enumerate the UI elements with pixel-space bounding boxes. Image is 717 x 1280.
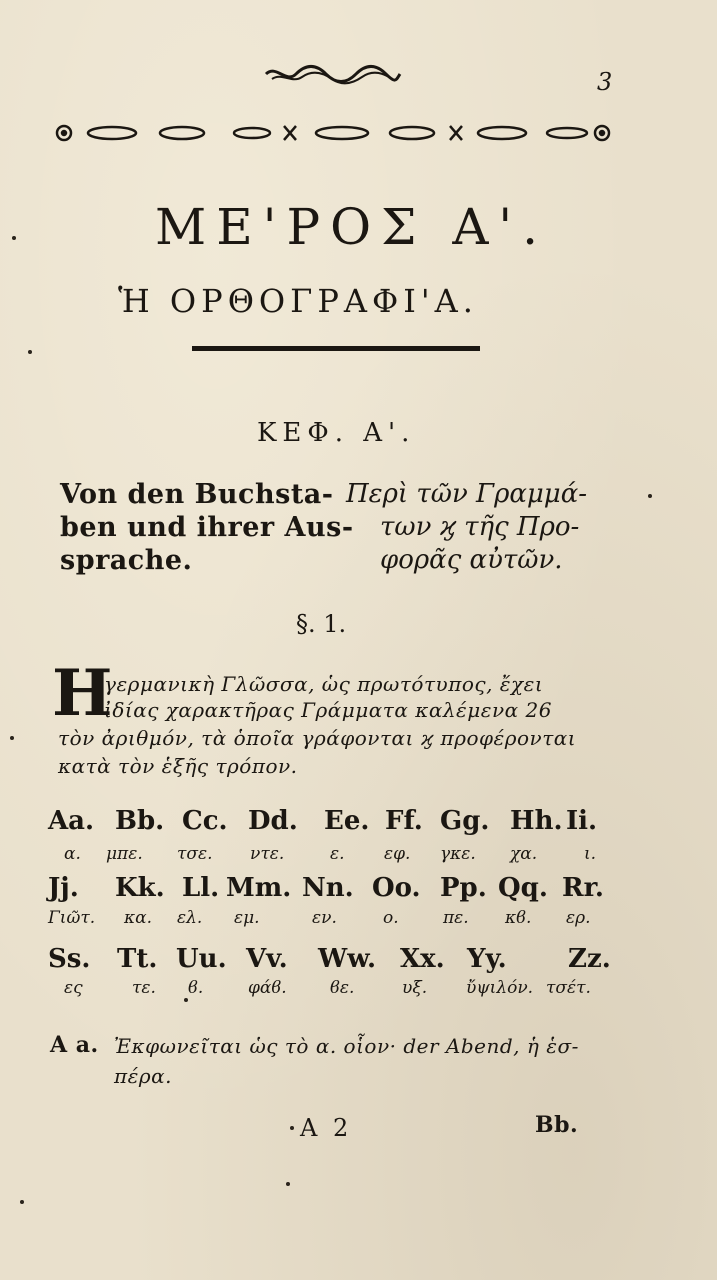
alphabet-letter: Ss. [48, 944, 91, 974]
alphabet-letter: Rr. [562, 873, 604, 903]
alphabet-pronunciation: εν. [312, 908, 337, 928]
alphabet-letter: Oo. [372, 873, 421, 903]
alphabet-letter: Zz. [568, 944, 611, 974]
heading-greek-line-1: Περὶ τῶν Γραμμά- [346, 479, 588, 509]
alphabet-pronunciation: γκε. [440, 844, 476, 864]
ink-speck [648, 494, 652, 498]
catchword: Bb. [535, 1112, 579, 1138]
ink-speck [28, 350, 32, 354]
heading-greek-line-3: φορᾶς αὐτῶν. [380, 545, 563, 575]
title-divider [192, 346, 480, 351]
drop-cap: Η [52, 656, 113, 731]
ink-speck [12, 236, 16, 240]
alphabet-letter: Jj. [48, 873, 79, 903]
page-signature: A 2 [300, 1114, 353, 1142]
note-line-1: Ἐκφωνεῖται ὡς τὸ α. οἷον· der Abend, ἡ ἑσ- [114, 1034, 579, 1058]
paragraph-line-3: τὸν ἀριθμόν, τὰ ὁποῖα γράφονται ϗ προφέρονται [58, 726, 577, 750]
alphabet-letter: Ff. [385, 806, 423, 836]
alphabet-pronunciation: εφ. [384, 844, 411, 864]
alphabet-pronunciation: κϐ. [505, 908, 532, 928]
alphabet-pronunciation: Γιῶτ. [48, 908, 96, 928]
alphabet-pronunciation: ϐ. [188, 978, 204, 998]
alphabet-letter: Dd. [248, 806, 298, 836]
alphabet-pronunciation: τσε. [177, 844, 213, 864]
heading-german-line-1: Von den Buchsta- [60, 479, 334, 510]
alphabet-pronunciation: χα. [510, 844, 538, 864]
alphabet-pronunciation: ερ. [566, 908, 591, 928]
ornament-squiggle-icon [262, 62, 402, 86]
alphabet-pronunciation: ϐε. [330, 978, 355, 998]
alphabet-pronunciation: υξ. [402, 978, 428, 998]
note-lead-letter: A a. [50, 1032, 99, 1058]
ink-speck [290, 1126, 294, 1130]
alphabet-pronunciation: φάϐ. [248, 978, 287, 998]
alphabet-pronunciation: α. [64, 844, 81, 864]
alphabet-pronunciation: τε. [132, 978, 156, 998]
alphabet-letter: Uu. [176, 944, 227, 974]
alphabet-letter: Ll. [182, 873, 220, 903]
alphabet-pronunciation: ες [64, 978, 83, 998]
heading-german-line-3: sprache. [60, 545, 193, 576]
alphabet-letter: Vv. [246, 944, 288, 974]
alphabet-pronunciation: πε. [443, 908, 469, 928]
paragraph-line-2: ἰδίας χαρακτῆρας Γράμματα καλέμενα 26 [104, 698, 552, 722]
alphabet-pronunciation: ελ. [177, 908, 203, 928]
alphabet-pronunciation: εμ. [234, 908, 260, 928]
section-marker: §. 1. [296, 610, 347, 638]
alphabet-letter: Ww. [318, 944, 377, 974]
alphabet-letter: Cc. [182, 806, 228, 836]
alphabet-letter: Qq. [498, 873, 548, 903]
alphabet-letter: Hh. [510, 806, 563, 836]
page-number: 3 [597, 68, 613, 96]
alphabet-letter: Yy. [467, 944, 507, 974]
note-line-2: πέρα. [114, 1064, 172, 1088]
alphabet-pronunciation: ι. [584, 844, 597, 864]
alphabet-letter: Aa. [48, 806, 95, 836]
ink-speck [20, 1200, 24, 1204]
ornament-band-icon [52, 118, 614, 148]
alphabet-letter: Nn. [302, 873, 354, 903]
ink-speck [286, 1182, 290, 1186]
alphabet-pronunciation: ὔψιλόν. [466, 978, 534, 998]
ink-speck [184, 998, 188, 1002]
alphabet-pronunciation: κα. [124, 908, 153, 928]
paragraph-line-4: κατὰ τὸν ἑξῆς τρόπον. [58, 754, 298, 778]
heading-german-line-2: ben und ihrer Aus- [60, 512, 354, 543]
alphabet-letter: Tt. [117, 944, 158, 974]
page-title: ΜΕ'ΡΟΣ Α'. [155, 198, 549, 256]
alphabet-letter: Xx. [400, 944, 445, 974]
paragraph-line-1: γερμανικὴ Γλῶσσα, ὡς πρωτότυπος, ἔχει [104, 672, 544, 696]
alphabet-letter: Ee. [324, 806, 370, 836]
alphabet-letter: Bb. [115, 806, 165, 836]
alphabet-pronunciation: ντε. [250, 844, 285, 864]
alphabet-letter: Mm. [226, 873, 292, 903]
alphabet-letter: Gg. [440, 806, 490, 836]
alphabet-pronunciation: μπε. [106, 844, 143, 864]
alphabet-pronunciation: ε. [330, 844, 345, 864]
chapter-heading: ΚΕΦ. Α'. [257, 418, 416, 448]
page-subtitle: Ἡ ΟΡΘΟΓΡΑΦΙ'Α. [118, 282, 478, 320]
alphabet-pronunciation: ο. [383, 908, 399, 928]
alphabet-letter: Ii. [566, 806, 598, 836]
alphabet-letter: Pp. [440, 873, 487, 903]
alphabet-pronunciation: τσέτ. [546, 978, 591, 998]
alphabet-letter: Kk. [115, 873, 165, 903]
ink-speck [10, 736, 14, 740]
heading-greek-line-2: των ϗ τῆς Προ- [380, 512, 580, 542]
